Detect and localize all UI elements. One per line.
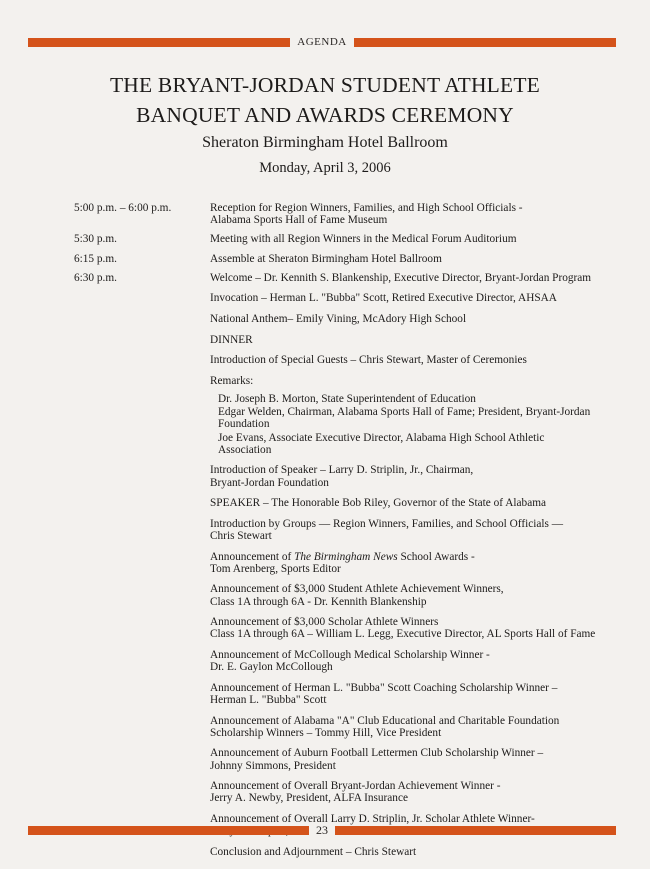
agenda-item-news-awards: [210, 551, 624, 575]
item-line: Bryant-Jordan Foundation: [210, 476, 329, 489]
agenda-item-reception: [210, 202, 624, 226]
remark-line: Foundation: [218, 418, 270, 431]
schedule-row: [74, 233, 624, 245]
agenda-item-dinner: DINNER: [210, 333, 253, 346]
schedule-row: [74, 202, 624, 226]
item-line: Announcement of McCollough Medical Scholarship Winner -: [210, 648, 490, 661]
agenda-item-a-club: [210, 715, 624, 739]
page-title: [0, 70, 650, 130]
item-line: Announcement of Overall Larry D. Striplin, Jr. Scholar Athlete Winner-: [210, 812, 535, 825]
news-suffix: School Awards -: [397, 550, 475, 563]
remarks-list: [210, 393, 624, 456]
newspaper-name: The Birmingham News: [294, 550, 398, 563]
remark-line: Edgar Welden, Chairman, Alabama Sports Hall of Fame; President, Bryant-Jordan: [218, 406, 591, 419]
agenda-item-overall-achievement: [210, 780, 624, 804]
time-slot: 6:30 p.m.: [74, 271, 117, 284]
agenda-schedule: [74, 202, 624, 865]
agenda-item-groups: [210, 518, 624, 542]
title-line-2: BANQUET AND AWARDS CEREMONY: [136, 103, 514, 127]
remark-morton: [218, 393, 624, 405]
footer-bar-left: [28, 826, 309, 835]
item-line: Scholarship Winners – Tommy Hill, Vice President: [210, 726, 442, 739]
item-line: Announcement of $3,000 Scholar Athlete Winners: [210, 616, 439, 629]
agenda-item-anthem: National Anthem– Emily Vining, McAdory High School: [210, 313, 467, 325]
item-line: Announcement of Herman L. "Bubba" Scott Coaching Scholarship Winner –: [210, 681, 558, 694]
item-line: Announcement of Overall Bryant-Jordan Achievement Winner -: [210, 780, 501, 793]
page-number: 23: [316, 823, 328, 837]
venue: Sheraton Birmingham Hotel Ballroom: [202, 134, 448, 151]
time-slot: 5:00 p.m. – 6:00 p.m.: [74, 202, 172, 214]
item-line: Herman L. "Bubba" Scott: [210, 693, 327, 706]
footer-bar-right: [335, 826, 616, 835]
agenda-item-invocation: Invocation – Herman L. "Bubba" Scott, Retired Executive Director, AHSAA: [210, 292, 557, 305]
item-line: Jerry A. Newby, President, ALFA Insurance: [210, 792, 408, 805]
agenda-item-scholar-athlete: [210, 616, 624, 640]
remark-line: Joe Evans, Associate Executive Director, Alabama High School Athletic: [218, 431, 545, 444]
agenda-item-auburn: [210, 747, 624, 771]
item-line: Chris Stewart: [210, 529, 272, 542]
header-bar-right: [354, 38, 616, 47]
agenda-item-student-athlete: [210, 583, 624, 607]
schedule-row: [74, 253, 624, 265]
agenda-item-intro-speaker: [210, 464, 624, 488]
news-prefix: Announcement of: [210, 550, 295, 563]
agenda-item-assemble: Assemble at Sheraton Birmingham Hotel Ballroom: [210, 252, 442, 265]
item-line: Johnny Simmons, President: [210, 759, 336, 772]
title-line-1: THE BRYANT-JORDAN STUDENT ATHLETE: [109, 73, 541, 97]
event-date: Monday, April 3, 2006: [259, 160, 391, 176]
time-slot: 5:30 p.m.: [74, 233, 117, 246]
item-line: Class 1A through 6A - Dr. Kennith Blankenship: [210, 595, 427, 608]
item-line: Announcement of Auburn Football Lettermen Club Scholarship Winner –: [210, 747, 544, 760]
item-line: Announcement of $3,000 Student Athlete Achievement Winners,: [210, 583, 504, 596]
remarks-label: Remarks:: [210, 374, 254, 387]
footer-rule: [28, 824, 616, 836]
item-line: Introduction of Speaker – Larry D. Striplin, Jr., Chairman,: [210, 464, 474, 477]
remark-evans: [218, 432, 624, 456]
agenda-item-scott-coaching: [210, 682, 624, 706]
item-line: Class 1A through 6A – William L. Legg, Executive Director, AL Sports Hall of Fame: [210, 628, 596, 641]
time-slot: 6:15 p.m.: [74, 252, 117, 265]
remark-welden: [218, 406, 624, 430]
agenda-item-welcome: Welcome – Dr. Kennith S. Blankenship, Executive Director, Bryant-Jordan Program: [210, 271, 592, 284]
schedule-row: [74, 272, 624, 858]
remark-line: Dr. Joseph B. Morton, State Superintendent of Education: [218, 392, 476, 405]
agenda-item-guests: Introduction of Special Guests – Chris Stewart, Master of Ceremonies: [210, 354, 527, 367]
section-label: AGENDA: [297, 36, 347, 48]
item-line: [210, 551, 624, 563]
agenda-item-mccollough: [210, 649, 624, 673]
agenda-item-conclusion: Conclusion and Adjournment – Chris Stewart: [210, 845, 417, 858]
item-line: Reception for Region Winners, Families, and High School Officials -: [210, 202, 523, 214]
agenda-item-remarks: [210, 375, 624, 456]
item-line: Alabama Sports Hall of Fame Museum: [210, 214, 388, 227]
item-line: Announcement of Alabama "A" Club Educational and Charitable Foundation: [210, 714, 560, 727]
header-rule: [28, 36, 616, 48]
item-line: Introduction by Groups — Region Winners, Families, and School Officials —: [210, 517, 564, 530]
item-line: Tom Arenberg, Sports Editor: [210, 562, 341, 575]
remark-line: Association: [218, 443, 272, 456]
item-line: Dr. E. Gaylon McCollough: [210, 661, 333, 674]
header-bar-left: [28, 38, 290, 47]
agenda-item-speaker: SPEAKER – The Honorable Bob Riley, Governor of the State of Alabama: [210, 497, 547, 510]
agenda-item-meeting: Meeting with all Region Winners in the Medical Forum Auditorium: [210, 233, 517, 246]
